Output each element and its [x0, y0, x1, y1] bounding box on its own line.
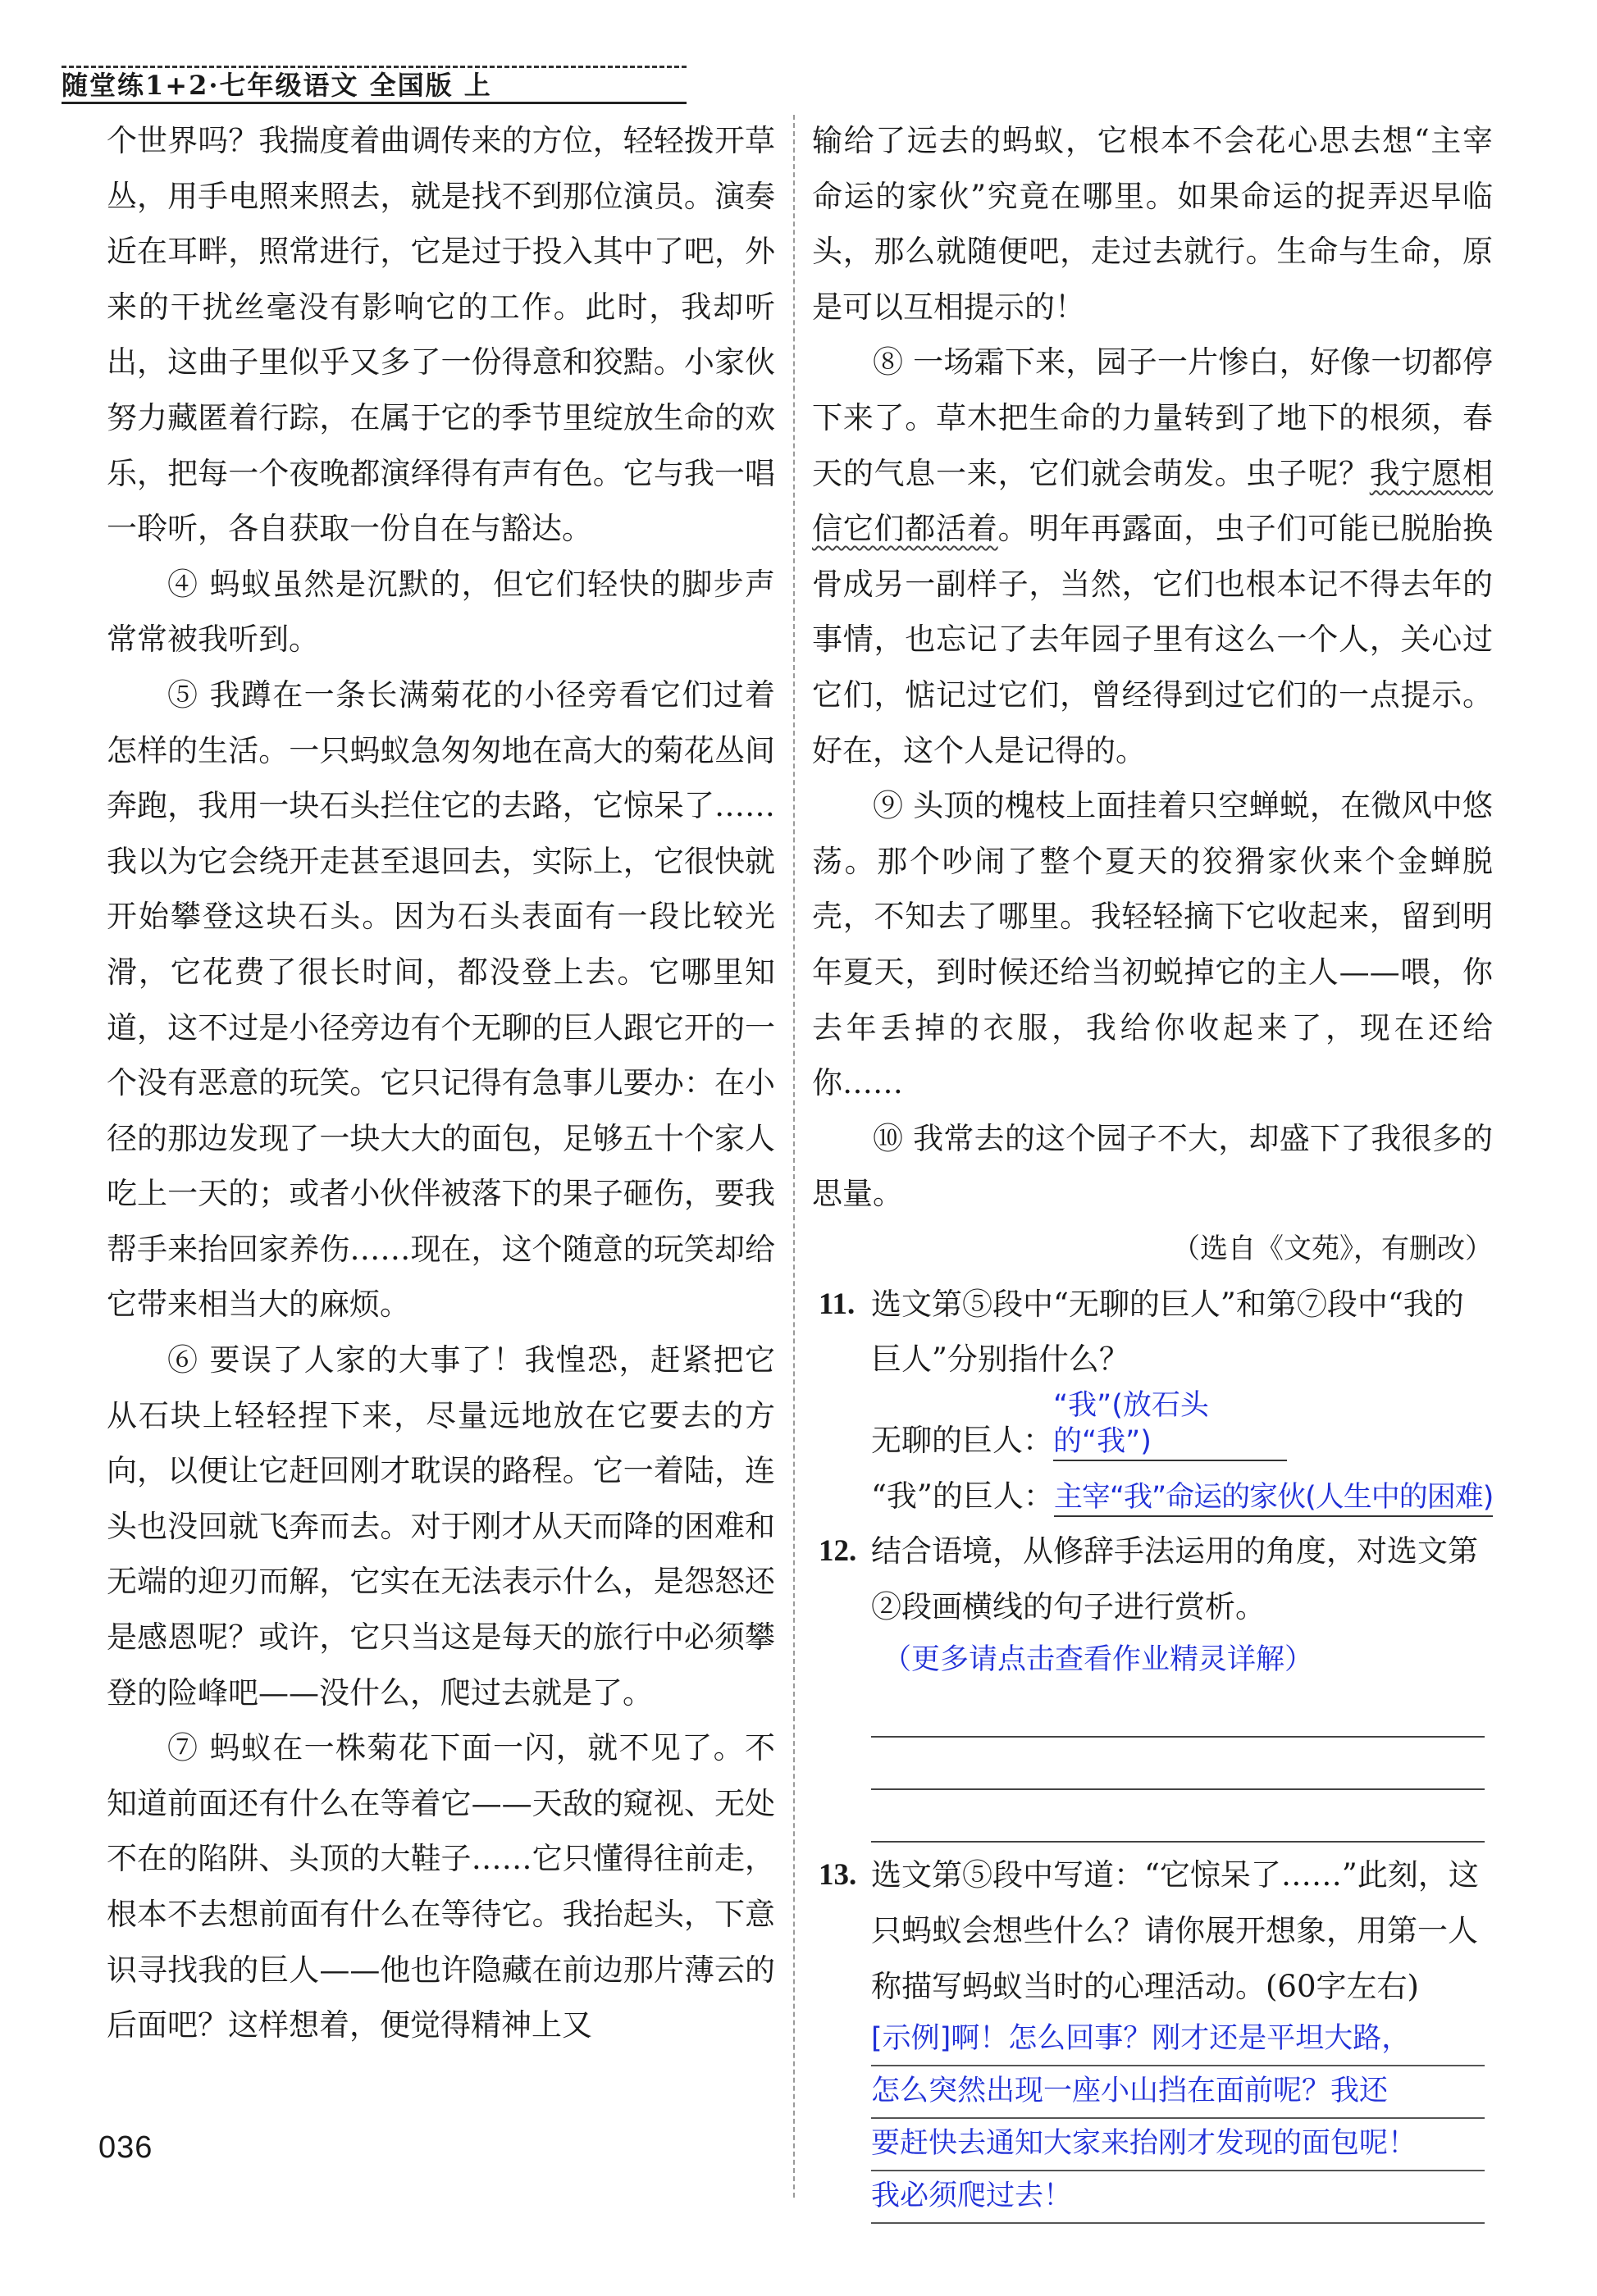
answer-label: 无聊的巨人： [871, 1423, 1053, 1459]
answer-line[interactable]: 我必须爬过去！ [871, 2171, 1485, 2224]
question-number: 13. [819, 1858, 857, 1893]
question-text: 结合语境，从修辞手法运用的角度，对选文第②段画横线的句子进行赏析。 [871, 1533, 1478, 1624]
answer-line [871, 1738, 1485, 1790]
answer-blank-2[interactable]: 主宰“我”命运的家伙(人生中的困难) [1054, 1479, 1494, 1517]
header-dashed-rule [62, 66, 687, 68]
answer-line[interactable]: 要赶快去通知大家来抬刚才发现的面包呢！ [871, 2119, 1485, 2171]
answer-line [871, 1790, 1485, 1843]
left-column [107, 113, 775, 2053]
paragraph-6: ⑥ 要误了人家的大事了！我惶恐，赶紧把它从石块上轻轻捏下来，尽量远地放在它要去的方向，以便让它赶回刚才耽误的路程。它一着陆，连头也没回就飞奔而去。对于刚才从天而降的困难和无端的迎刃而解，它实在无法表示什么，是怨怒还是感恩呢？或许，它只当这是每天的旅行中必须攀登的险峰吧——没什么，爬过去就是了。 [107, 1342, 775, 1711]
paragraph-8-part-b: 。明年再露面，虫子们可能已脱胎换骨成另一副样子，当然，它们也根本记不得去年的事情，也忘记了去年园子里有这么一个人，关心过它们，惦记过它们，曾经得到过它们的一点提示。好在，这个人是记得的。 [812, 511, 1494, 768]
right-column [812, 113, 1493, 2224]
answer-line [871, 1685, 1485, 1738]
question-13-answer [871, 2014, 1485, 2224]
answer-blank-1[interactable]: “我”(放石头的“我”) [1053, 1387, 1287, 1461]
answer-line[interactable]: 怎么突然出现一座小山挡在面前呢？我还 [871, 2066, 1485, 2119]
question-number: 11. [819, 1287, 856, 1321]
question-13 [812, 1847, 1493, 2014]
paragraph-7: ⑦ 蚂蚁在一株菊花下面一闪，就不见了。不知道前面还有什么在等着它——天敌的窥视、无处不在的陷阱、头顶的大鞋子……它只懂得往前走，根本不去想前面有什么在等待它。我抬起头，下意识寻找我的巨人——他也许隐藏在前边那片薄云的后面吧？这样想着，便觉得精神上又 [107, 1730, 775, 2043]
answer-detail-link[interactable]: （更多请点击查看作业精灵详解） [883, 1643, 1314, 1677]
paragraph-5: ⑤ 我蹲在一条长满菊花的小径旁看它们过着怎样的生活。一只蚂蚁急匆匆地在高大的菊花丛间奔跑，我用一块石头拦住它的去路，它惊呆了……我以为它会绕开走甚至退回去，实际上，它很快就开始攀登这块石头。因为石头表面有一段比较光滑，它花费了很长时间，都没登上去。它哪里知道，这不过是小径旁边有个无聊的巨人跟它开的一个没有恶意的玩笑。它只记得有急事儿要办：在小径的那边发现了一块大大的面包，足够五十个家人吃上一天的；或者小伙伴被落下的果子砸伤，要我帮手来抬回家养伤……现在，这个随意的玩笑却给它带来相当大的麻烦。 [107, 676, 775, 1323]
page-header: 随堂练1+2·七年级语文 全国版 上 [62, 69, 687, 104]
question-text: 选文第⑤段中“无聊的巨人”和第⑦段中“我的巨人”分别指什么？ [871, 1286, 1464, 1378]
paragraph-9: ⑨ 头顶的槐枝上面挂着只空蝉蜕，在微风中悠荡。那个吵闹了整个夏天的狡猾家伙来个金蝉脱壳，不知去了哪里。我轻轻摘下它收起来，留到明年夏天，到时候还给当初蜕掉它的主人——喂，你去年丢掉的衣服，我给你收起来了，现在还给你…… [812, 788, 1493, 1101]
paragraph-7-continued: 输给了远去的蚂蚁，它根本不会花心思去想“主宰命运的家伙”究竟在哪里。如果命运的捉弄迟早临头，那么就随便吧，走过去就行。生命与生命，原是可以互相提示的！ [812, 123, 1493, 325]
question-11 [812, 1277, 1493, 1524]
paragraph-3-continued: 个世界吗？我揣度着曲调传来的方位，轻轻拨开草丛，用手电照来照去，就是找不到那位演员。演奏近在耳畔，照常进行，它是过于投入其中了吧，外来的干扰丝毫没有影响它的工作。此时，我却听出，这曲子里似乎又多了一份得意和狡黠。小家伙努力藏匿着行踪，在属于它的季节里绽放生命的欢乐，把每一个夜晚都演绎得有声有色。它与我一唱一聆听，各自获取一份自在与豁达。 [107, 123, 775, 547]
column-divider [793, 115, 795, 2198]
page-number: 036 [98, 2130, 153, 2165]
paragraph-8-part-a: ⑧ 一场霜下来，园子一片惨白，好像一切都停下来了。草木把生命的力量转到了地下的根须，春天的气息一来，它们就会萌发。虫子呢？ [812, 344, 1493, 491]
question-number: 12. [819, 1534, 857, 1569]
answer-row-1 [871, 1387, 1493, 1469]
answer-row-2 [871, 1469, 1493, 1524]
answer-label: “我”的巨人： [871, 1478, 1054, 1514]
question-text: 选文第⑤段中写道：“它惊呆了……”此刻，这只蚂蚁会想些什么？请你展开想象，用第一人称描写蚂蚁当时的心理活动。(60字左右) [871, 1857, 1479, 2004]
question-12 [812, 1524, 1493, 1843]
source-citation: （选自《文苑》，有删改） [1172, 1232, 1493, 1265]
paragraph-10: ⑩ 我常去的这个园子不大，却盛下了我很多的思量。 [812, 1120, 1493, 1212]
paragraph-4: ④ 蚂蚁虽然是沉默的，但它们轻快的脚步声常常被我听到。 [107, 566, 775, 658]
answer-line[interactable]: [示例]啊！怎么回事？刚才还是平坦大路， [871, 2014, 1485, 2066]
paragraph-8 [812, 335, 1493, 778]
wavy-underlined-sentence: 我宁愿相信它们都活着 [812, 455, 1494, 547]
